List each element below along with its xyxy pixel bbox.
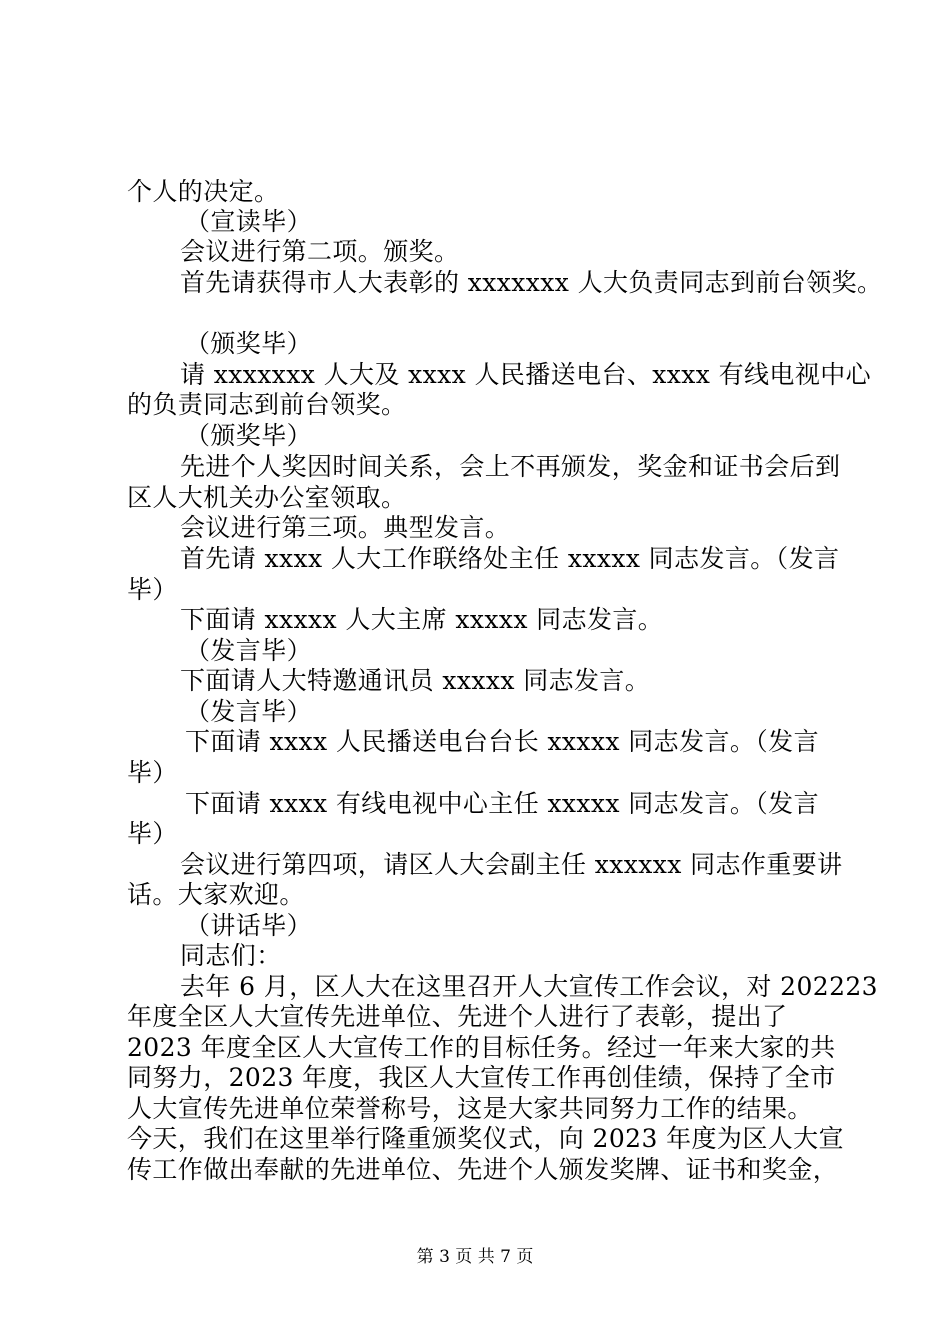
- text-line: 下面请人大特邀通讯员 xxxxx 同志发言。: [180, 666, 651, 695]
- text-line: 话。大家欢迎。: [127, 880, 305, 909]
- text-line: 人大宣传先进单位荣誉称号，这是大家共同努力工作的结果。: [127, 1094, 813, 1123]
- text-line: 传工作做出奉献的先进单位、先进个人颁发奖牌、证书和奖金，: [127, 1155, 839, 1184]
- text-line: （讲话毕）: [185, 911, 313, 940]
- text-line: 同志们：: [180, 941, 282, 970]
- text-line: 首先请 xxxx 人大工作联络处主任 xxxxx 同志发言。（发言: [180, 544, 840, 573]
- text-line: 会议进行第三项。典型发言。: [180, 513, 511, 542]
- text-line: 今天，我们在这里举行隆重颁奖仪式，向 2023 年度为区人大宣: [127, 1124, 844, 1153]
- text-line: 先进个人奖因时间关系，会上不再颁发，奖金和证书会后到: [180, 452, 841, 481]
- text-line: （颁奖毕）: [185, 329, 313, 358]
- text-line: （发言毕）: [185, 697, 313, 726]
- text-line: 年度全区人大宣传先进单位、先进个人进行了表彰，提出了: [127, 1002, 788, 1031]
- text-line: 个人的决定。: [127, 177, 280, 206]
- text-line: 会议进行第四项，请区人大会副主任 xxxxxx 同志作重要讲: [180, 850, 843, 879]
- text-line: 去年 6 月，区人大在这里召开人大宣传工作会议，对 202223: [180, 972, 878, 1001]
- text-line: （宣读毕）: [185, 207, 313, 236]
- text-line: 毕）: [127, 819, 178, 848]
- text-line: 首先请获得市人大表彰的 xxxxxxx 人大负责同志到前台领奖。: [180, 268, 883, 297]
- text-line: 2023 年度全区人大宣传工作的目标任务。经过一年来大家的共: [127, 1033, 836, 1062]
- text-line: 的负责同志到前台领奖。: [127, 390, 407, 419]
- page-number-footer: 第 3 页 共 7 页: [416, 1247, 534, 1267]
- text-line: 区人大机关办公室领取。: [127, 483, 407, 512]
- text-line: 同努力，2023 年度，我区人大宣传工作再创佳绩，保持了全市: [127, 1063, 836, 1092]
- text-line: 毕）: [127, 758, 178, 787]
- text-line: 请 xxxxxxx 人大及 xxxx 人民播送电台、xxxx 有线电视中心: [180, 360, 872, 389]
- text-line: 下面请 xxxx 人民播送电台台长 xxxxx 同志发言。（发言: [185, 727, 819, 756]
- text-line: （发言毕）: [185, 636, 313, 665]
- text-line: 会议进行第二项。颁奖。: [180, 237, 460, 266]
- text-line: 下面请 xxxx 有线电视中心主任 xxxxx 同志发言。（发言: [185, 789, 819, 818]
- text-line: 下面请 xxxxx 人大主席 xxxxx 同志发言。: [180, 605, 664, 634]
- text-line: 毕）: [127, 575, 178, 604]
- text-line: （颁奖毕）: [185, 421, 313, 450]
